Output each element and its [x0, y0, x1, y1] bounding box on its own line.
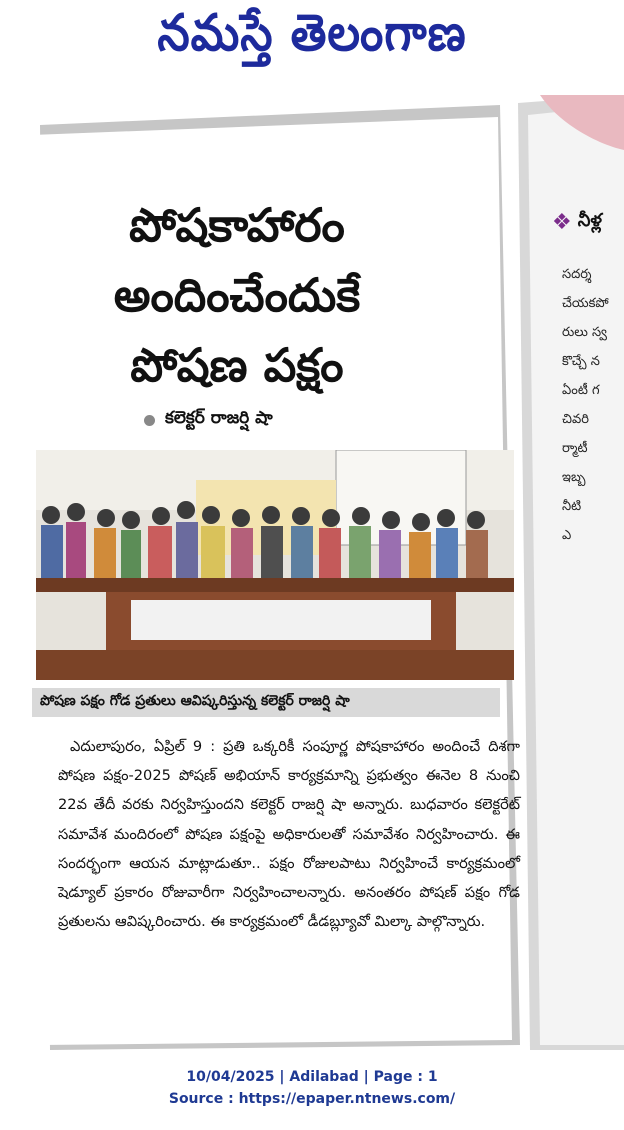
event-photo [36, 450, 514, 680]
adjacent-heading-text: నీళ్ల [577, 210, 602, 231]
adjacent-line: ఇబ్బ [562, 470, 586, 485]
page-footer [0, 1066, 624, 1110]
photo-caption: పోషణ పక్షం గోడ ప్రతులు ఆవిష్కరిస్తున్న కలెక్టర్ రాజర్షి షా [32, 688, 500, 717]
adjacent-line: ర్మాటీ [562, 441, 588, 456]
bullet-icon [144, 415, 155, 426]
headline-line: పోషకాహారం [129, 198, 345, 252]
adjacent-line: ఎ [562, 528, 572, 543]
adjacent-line: చివరి [562, 412, 589, 427]
headline-line: అందించేందుకే [113, 268, 361, 322]
masthead-title: నమస్తే తెలంగాణ [157, 2, 467, 63]
diamond-bullet-icon: ❖ [552, 210, 572, 235]
newspaper-masthead [0, 0, 624, 78]
headline-line: పోషణ పక్షం [130, 338, 344, 392]
footer-source-line[interactable]: Source : https://epaper.ntnews.com/ [168, 1091, 456, 1107]
adjacent-line: సదర్శ [562, 267, 592, 282]
adjacent-line: ఏంటీ గ [562, 383, 600, 398]
byline-text: కలెక్టర్ రాజర్షి షా [165, 408, 273, 428]
photo-illustration [36, 450, 514, 680]
article-byline [144, 408, 273, 432]
adjacent-line: కొచ్చే న [562, 354, 600, 369]
adjacent-line: నీటి [562, 499, 582, 514]
article-headline [32, 190, 442, 400]
adjacent-line: చేయకపో [562, 296, 609, 311]
adjacent-line: రులు స్వ [562, 325, 607, 340]
article-body: ఎదులాపురం, ఏప్రిల్ 9 : ప్రతి ఒక్కరికీ సంపూర్ణ పోషకాహారం అందించే దిశగా పోషణ పక్షం-2025 పోషణ్ అభియాన్ కార్యక్రమాన్ని ప్రభుత్వం ఈనెల 8 నుంచి 22వ తేదీ వరకు నిర్వహిస్తుందని కలెక్టర్ రాజర్షి షా అన్నారు. బుధవారం కలెక్టరేట్ సమావేశ మందిరంలో పోషణ పక్షంపై అధికారులతో సమావేశం నిర్వహించారు. ఈ సందర్భంగా ఆయన మాట్లాడుతూ.. పక్షం రోజులపాటు నిర్వహించే కార్యక్రమంలో షెడ్యూల్ ప్రకారం రోజువారీగా నిర్వహించాలన్నారు. అనంతరం పోషణ్ పక్షం గోడ ప్రతులను ఆవిష్కరించారు. ఈ కార్యక్రమంలో డీడబ్ల్యూవో మిల్కా పాల్గొన్నారు. [58, 738, 520, 931]
adjacent-article-heading [552, 210, 602, 235]
adjacent-article [552, 205, 624, 545]
adjacent-article-text [562, 260, 624, 550]
footer-date-line: 10/04/2025 | Adilabad | Page : 1 [186, 1069, 438, 1085]
